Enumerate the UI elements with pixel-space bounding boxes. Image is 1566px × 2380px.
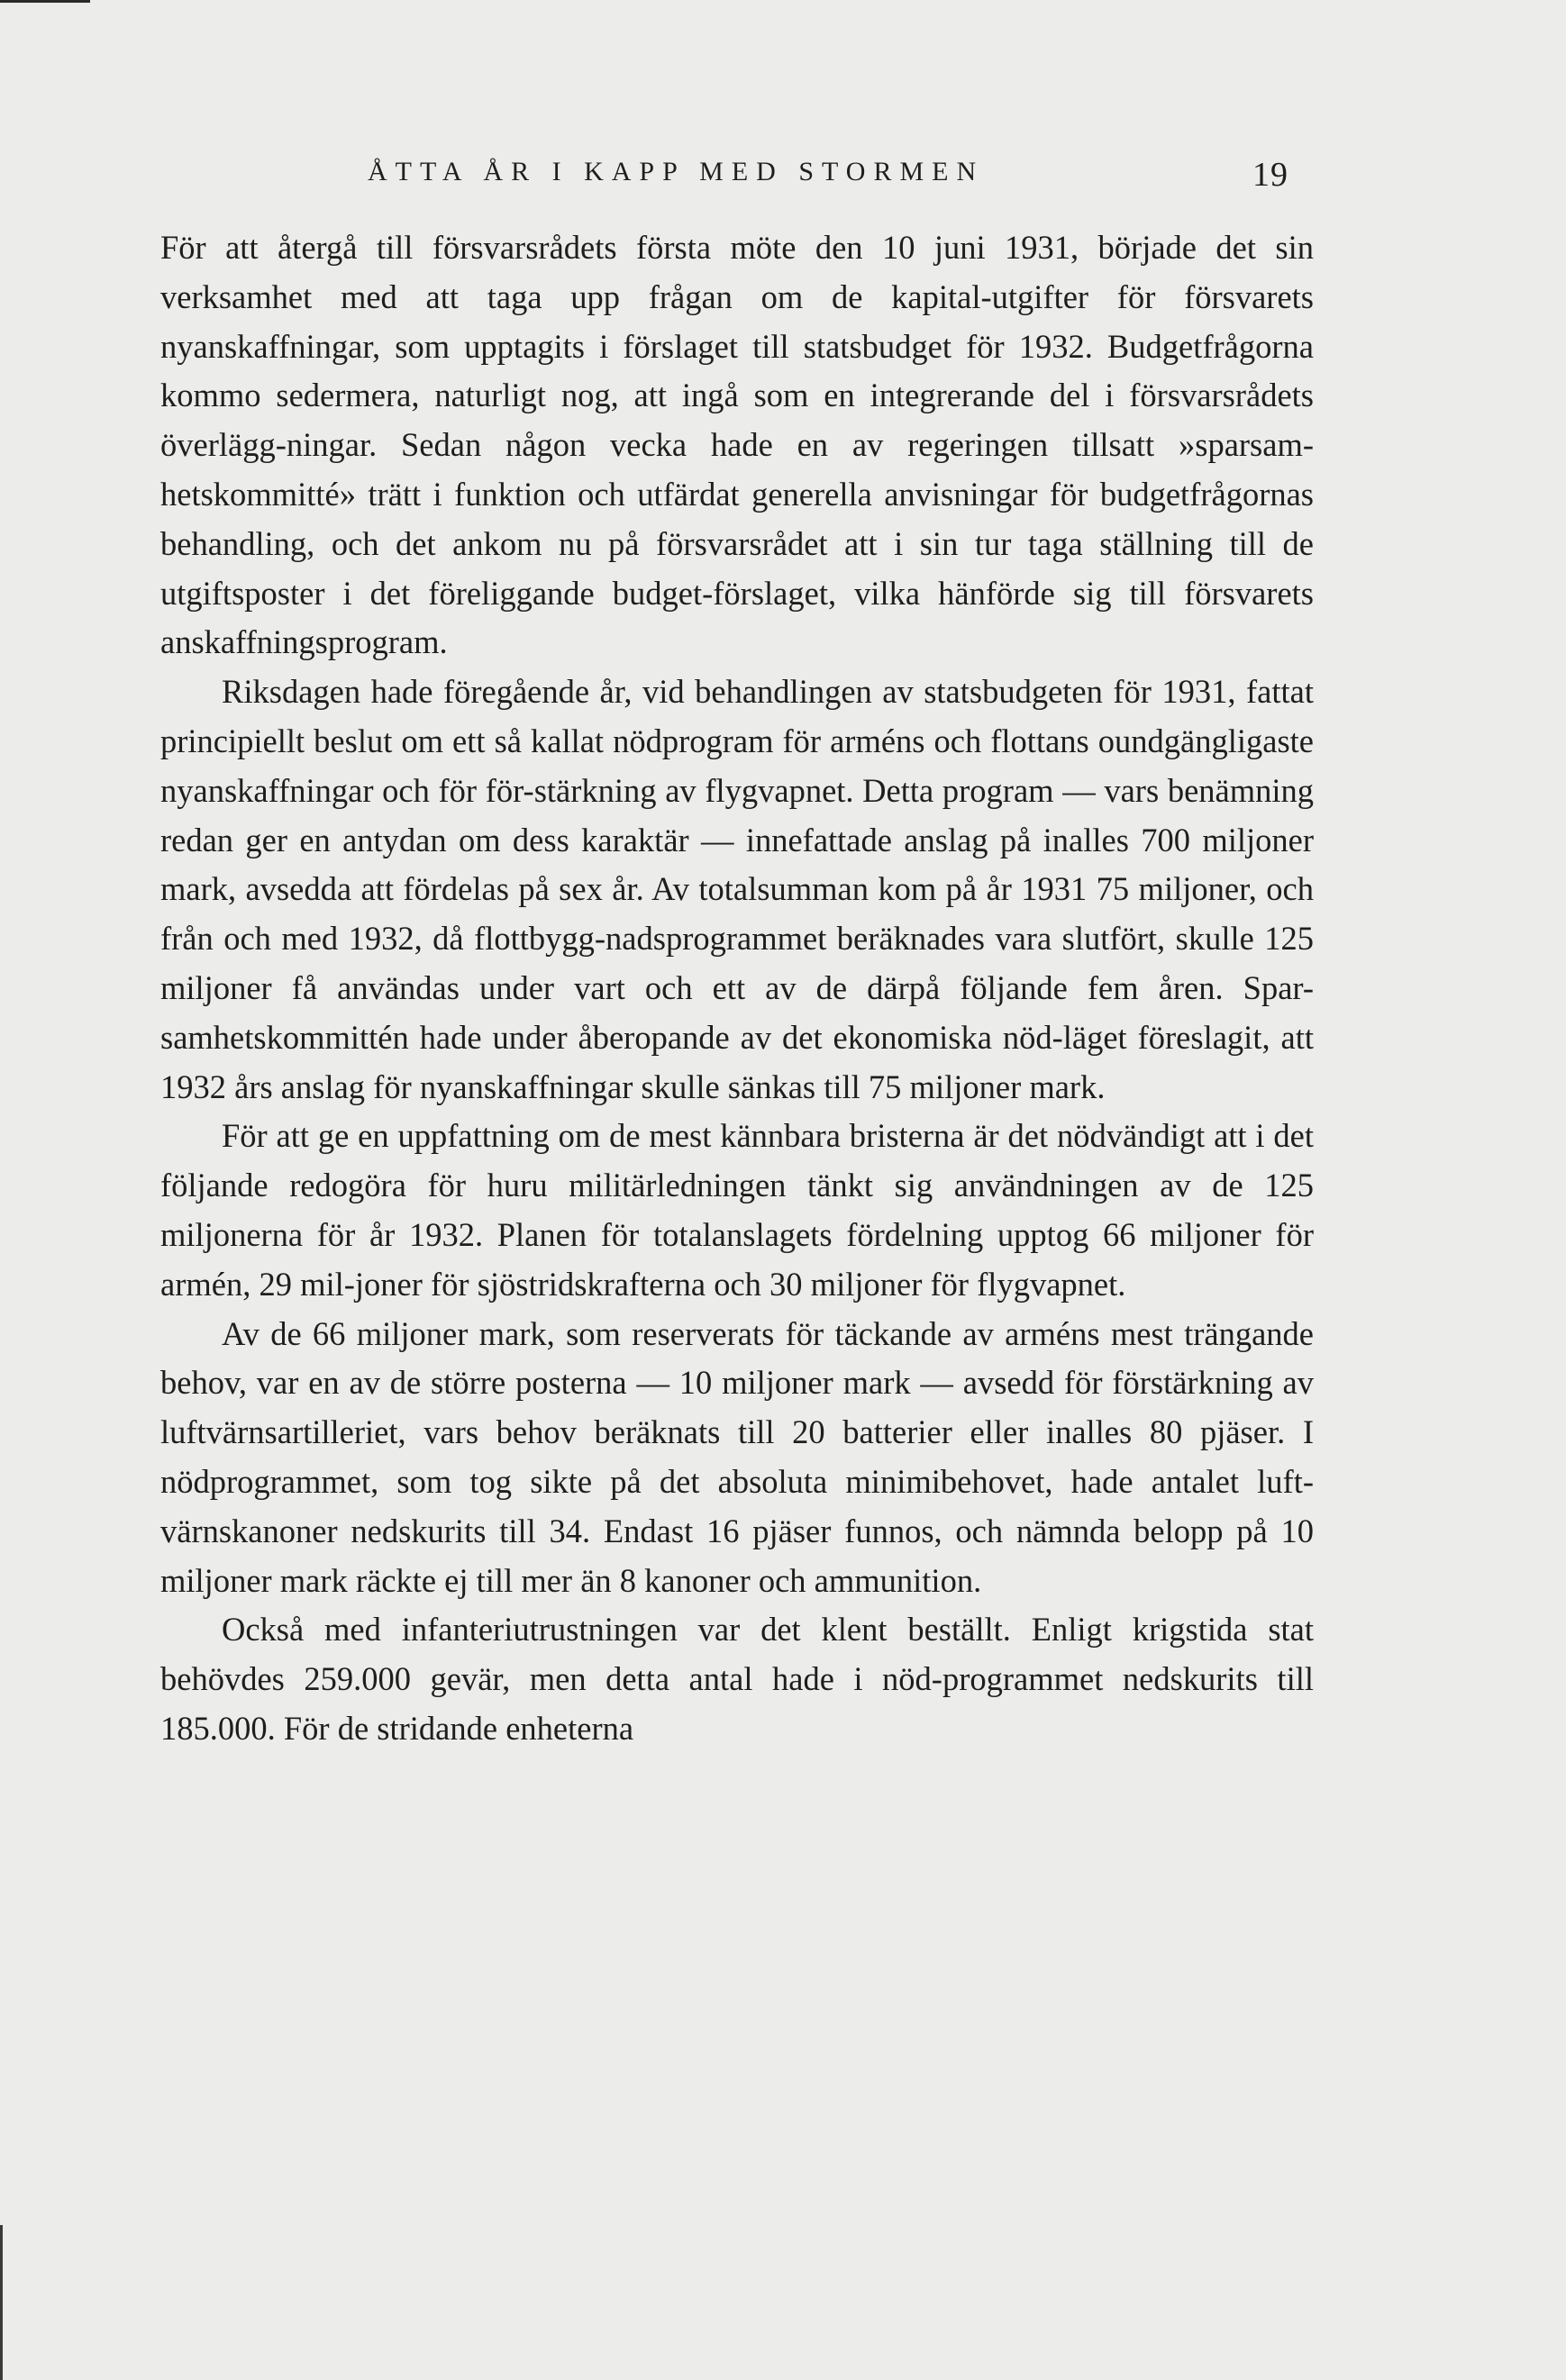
paragraph: Av de 66 miljoner mark, som reserverats för täckande av arméns mest trängande behov, var en av de större posterna — 10 miljoner mark — avsedd för förstärkning av luftvärnsartilleriet, vars behov beräknats till 20 batterier eller inalles 80 pjäser. I nödprogrammet, som tog sikte på det absoluta minimibehovet, hade antalet luft-värnskanoner nedskurits till 34. Endast 16 pjäser funnos, och nämnda belopp på 10 miljoner mark räckte ej till mer än 8 kanoner och ammunition. (160, 1314, 1314, 1599)
scan-edge-left (0, 2225, 3, 2380)
scan-edge-top (0, 0, 90, 3)
paragraph: Riksdagen hade föregående år, vid behandlingen av statsbudgeten för 1931, fattat principiellt beslut om ett så kallat nödprogram för arméns och flottans oundgängligaste nyanskaffningar och för för-stärkning av flygvapnet. Detta program — vars benämning redan ger en antydan om dess karaktär — innefattade anslag på inalles 700 miljoner mark, avsedda att fördelas på sex år. Av totalsumman kom på år 1931 75 miljoner, och från och med 1932, då flottbygg-nadsprogrammet beräknades vara slutfört, skulle 125 miljoner få användas under vart och ett av de därpå följande fem åren. Spar-samhetskommittén hade under åberopande av det ekonomiska nöd-läget föreslagit, att 1932 års anslag för nyanskaffningar skulle sänkas till 75 miljoner mark. (160, 673, 1314, 1105)
paragraph: För att återgå till försvarsrådets första möte den 10 juni 1931, började det sin verksamhet med att taga upp frågan om de kapital-utgifter för försvarets nyanskaffningar, som upptagits i förslaget till statsbudget för 1932. Budgetfrågorna kommo sedermera, naturligt nog, att ingå som en integrerande del i försvarsrådets överlägg-ningar. Sedan någon vecka hade en av regeringen tillsatt »sparsam-hetskommitté» trätt i funktion och utfärdat generella anvisningar för budgetfrågornas behandling, och det ankom nu på försvarsrådet att i sin tur taga ställning till de utgiftsposter i det föreliggande budget-förslaget, vilka hänförde sig till försvarets anskaffningsprogram. (160, 229, 1314, 661)
running-title: ÅTTA ÅR I KAPP MED STORMEN (368, 157, 985, 186)
body-text (160, 223, 1314, 1754)
paragraph: Också med infanteriutrustningen var det klent beställt. Enligt krigstida stat behövdes 259.000 gevär, men detta antal hade i nöd-programmet nedskurits till 185.000. För de stridande enheterna (160, 1611, 1314, 1747)
page-number: 19 (1252, 156, 1288, 194)
running-head (368, 151, 1288, 193)
paragraph: För att ge en uppfattning om de mest kännbara bristerna är det nödvändigt att i det följande redogöra för huru militärledningen tänkt sig användningen av de 125 miljonerna för år 1932. Planen för totalanslagets fördelning upptog 66 miljoner för armén, 29 mil-joner för sjöstridskrafterna och 30 miljoner för flygvapnet. (160, 1117, 1314, 1303)
